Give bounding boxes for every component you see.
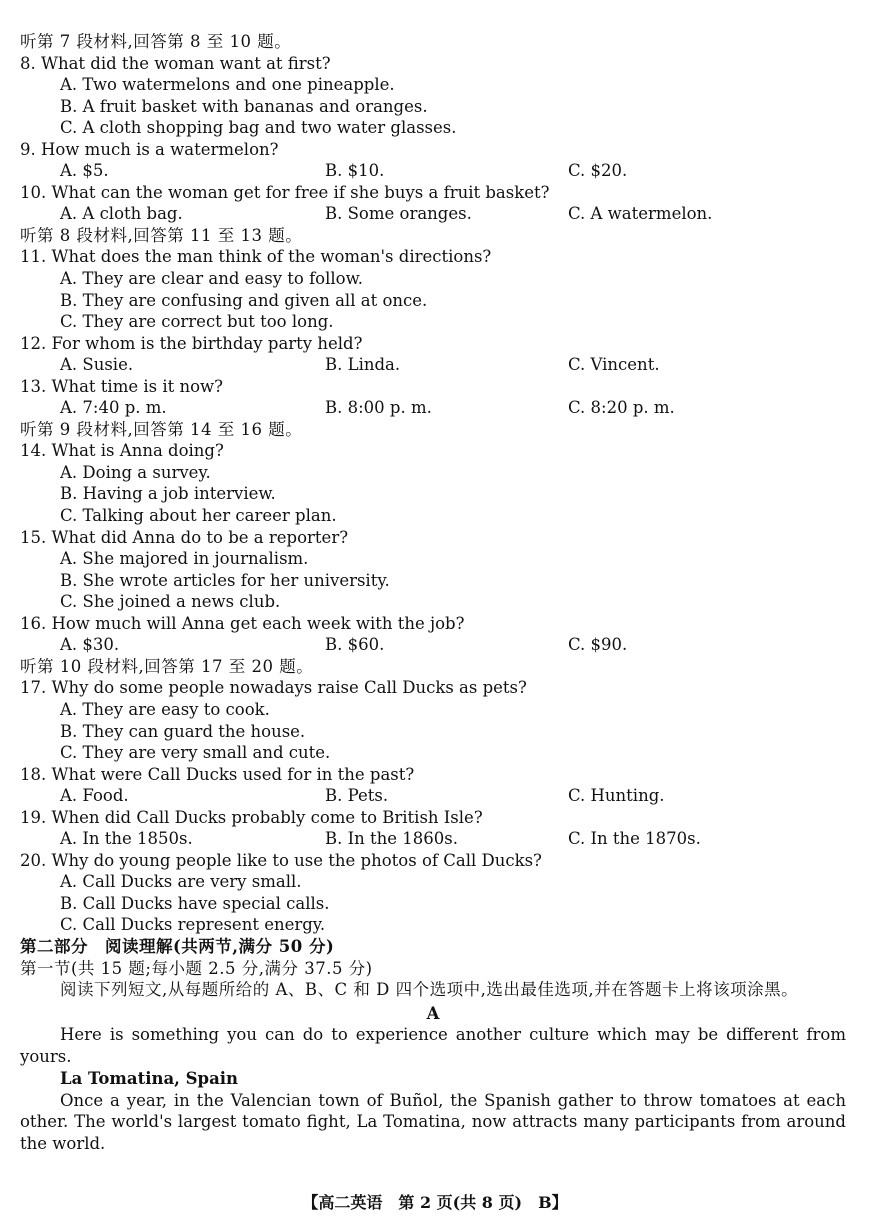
section-header-7: 听第 7 段材料,回答第 8 至 10 题。 xyxy=(20,32,292,51)
question-11-option-b: B. They are confusing and given all at once. xyxy=(60,290,428,310)
passage-subtitle: La Tomatina, Spain xyxy=(60,1069,239,1088)
question-12-options xyxy=(20,354,846,376)
question-11-option-a: A. They are clear and easy to follow. xyxy=(60,269,364,289)
question-13-options xyxy=(20,397,846,419)
question-19-stem: 19. When did Call Ducks probably come to British Isle? xyxy=(20,807,483,827)
question-12-option-a: A. Susie. xyxy=(60,355,134,375)
question-9-stem: 9. How much is a watermelon? xyxy=(20,139,279,159)
question-10-option-b: B. Some oranges. xyxy=(325,204,472,224)
section-header-8: 听第 8 段材料,回答第 11 至 13 题。 xyxy=(20,225,303,245)
question-17-option-c: C. They are very small and cute. xyxy=(60,743,331,763)
question-16-options xyxy=(20,634,846,656)
question-15-option-c: C. She joined a news club. xyxy=(60,592,281,612)
question-13-stem: 13. What time is it now? xyxy=(20,376,224,396)
part-2-title: 第二部分 阅读理解(共两节,满分 50 分) xyxy=(20,936,335,956)
question-18-option-c: C. Hunting. xyxy=(568,786,665,806)
question-14-option-b: B. Having a job interview. xyxy=(60,484,276,504)
question-14-stem: 14. What is Anna doing? xyxy=(20,441,224,461)
question-8-stem: 8. What did the woman want at first? xyxy=(20,53,331,73)
section-1-header: 第一节(共 15 题;每小题 2.5 分,满分 37.5 分) xyxy=(20,958,373,978)
question-17-option-b: B. They can guard the house. xyxy=(60,721,306,741)
question-18-stem: 18. What were Call Ducks used for in the past? xyxy=(20,764,415,784)
reading-instructions: 阅读下列短文,从每题所给的 A、B、C 和 D 四个选项中,选出最佳选项,并在答题卡上将该项涂黑。 xyxy=(60,980,799,1000)
question-12-stem: 12. For whom is the birthday party held? xyxy=(20,333,363,353)
question-19-option-a: A. In the 1850s. xyxy=(60,829,193,849)
question-20-stem: 20. Why do young people like to use the photos of Call Ducks? xyxy=(20,850,542,870)
question-16-option-c: C. $90. xyxy=(568,635,628,655)
question-16-option-b: B. $60. xyxy=(325,635,385,655)
question-9-options xyxy=(20,160,846,182)
question-9-option-a: A. $5. xyxy=(60,161,109,181)
question-12-option-b: B. Linda. xyxy=(325,355,401,375)
question-15-option-a: A. She majored in journalism. xyxy=(60,549,309,569)
question-15-stem: 15. What did Anna do to be a reporter? xyxy=(20,527,349,547)
question-11-stem: 11. What does the man think of the woman's directions? xyxy=(20,247,492,267)
question-9-option-b: B. $10. xyxy=(325,161,385,181)
question-12-option-c: C. Vincent. xyxy=(568,355,660,375)
section-header-10: 听第 10 段材料,回答第 17 至 20 题。 xyxy=(20,656,314,676)
question-11-option-c: C. They are correct but too long. xyxy=(60,312,334,332)
question-13-option-a: A. 7:40 p. m. xyxy=(60,398,167,418)
question-18-option-b: B. Pets. xyxy=(325,786,389,806)
question-10-option-a: A. A cloth bag. xyxy=(60,204,183,224)
question-19-option-b: B. In the 1860s. xyxy=(325,829,458,849)
question-10-stem: 10. What can the woman get for free if she buys a fruit basket? xyxy=(20,182,550,202)
page-footer: 【高二英语 第 2 页(共 8 页) B】 xyxy=(302,1193,568,1212)
question-15-option-b: B. She wrote articles for her university. xyxy=(60,570,390,590)
question-13-option-b: B. 8:00 p. m. xyxy=(325,398,432,418)
question-16-stem: 16. How much will Anna get each week with the job? xyxy=(20,613,465,633)
question-10-option-c: C. A watermelon. xyxy=(568,204,713,224)
question-18-options xyxy=(20,785,846,807)
question-20-option-c: C. Call Ducks represent energy. xyxy=(60,915,326,935)
question-19-options xyxy=(20,828,846,850)
question-8-option-b: B. A fruit basket with bananas and oranges. xyxy=(60,96,428,116)
passage-intro: Here is something you can do to experience another culture which may be different from yours. xyxy=(20,1025,846,1067)
question-10-options xyxy=(20,203,846,225)
passage-body: Once a year, in the Valencian town of Buñol, the Spanish gather to throw tomatoes at each other. The world's largest tomato fight, La Tomatina, now attracts many participants from around the world. xyxy=(20,1090,846,1154)
question-9-option-c: C. $20. xyxy=(568,161,628,181)
passage-letter: A xyxy=(426,1003,440,1023)
question-17-stem: 17. Why do some people nowadays raise Call Ducks as pets? xyxy=(20,678,527,698)
question-19-option-c: C. In the 1870s. xyxy=(568,829,701,849)
section-header-9: 听第 9 段材料,回答第 14 至 16 题。 xyxy=(20,419,303,439)
question-8-option-a: A. Two watermelons and one pineapple. xyxy=(60,75,395,95)
exam-page xyxy=(20,31,846,1155)
question-8-option-c: C. A cloth shopping bag and two water glasses. xyxy=(60,118,457,138)
question-13-option-c: C. 8:20 p. m. xyxy=(568,398,675,418)
question-20-option-b: B. Call Ducks have special calls. xyxy=(60,893,330,913)
question-18-option-a: A. Food. xyxy=(60,786,129,806)
question-14-option-a: A. Doing a survey. xyxy=(60,462,211,482)
question-14-option-c: C. Talking about her career plan. xyxy=(60,506,337,526)
question-17-option-a: A. They are easy to cook. xyxy=(60,699,270,719)
question-20-option-a: A. Call Ducks are very small. xyxy=(60,872,302,892)
question-16-option-a: A. $30. xyxy=(60,635,120,655)
